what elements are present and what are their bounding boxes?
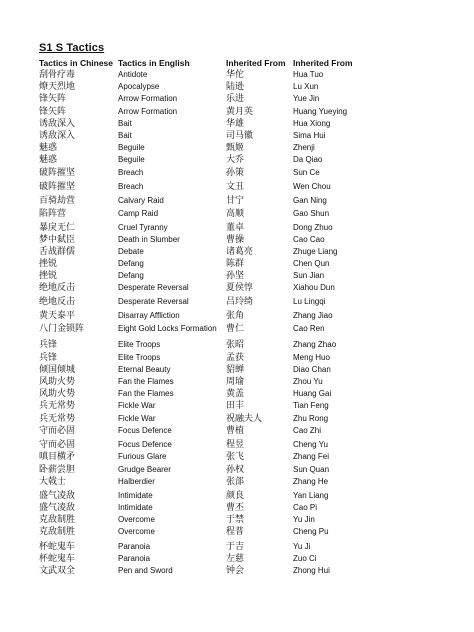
table-row (0, 541, 474, 553)
inherited-from-chinese: 于吉 (226, 541, 245, 552)
tactic-chinese: 风助火势 (39, 389, 76, 400)
tactics-table (0, 69, 474, 577)
tactic-english: Elite Troops (118, 340, 161, 350)
inherited-from-english: Dong Zhuo (293, 222, 333, 232)
inherited-from-english: Cao Cao (293, 234, 325, 244)
table-row (0, 246, 474, 258)
inherited-from-chinese: 张郃 (226, 476, 245, 487)
table-row (0, 310, 474, 324)
tactic-english: Intimidate (118, 503, 153, 512)
table-row (0, 142, 474, 154)
inherited-from-english: Sun Quan (293, 464, 330, 474)
inherited-from-chinese: 乐进 (226, 94, 245, 105)
inherited-from-english: Huang Gai (293, 389, 332, 399)
inherited-from-chinese: 祝融夫人 (226, 413, 263, 424)
table-row (0, 451, 474, 463)
tactic-chinese: 杯蛇鬼车 (39, 541, 76, 552)
tactic-chinese: 破阵摧坚 (39, 182, 76, 192)
inherited-from-english: Cao Pi (293, 503, 318, 512)
table-row (0, 400, 474, 412)
inherited-from-chinese: 程昱 (226, 440, 245, 451)
inherited-from-english: Gao Shun (293, 209, 330, 218)
inherited-from-english: Zhu Rong (293, 413, 329, 423)
inherited-from-english: Da Qiao (293, 155, 323, 165)
inherited-from-english: Cao Ren (293, 324, 325, 334)
tactic-english: Cruel Tyranny (118, 222, 168, 232)
inherited-from-chinese: 曹仁 (226, 324, 245, 335)
tactic-english: Defang (118, 271, 144, 281)
tactic-english: Pen and Sword (118, 566, 173, 576)
inherited-from-chinese: 司马徽 (226, 130, 254, 141)
table-row (0, 476, 474, 490)
inherited-from-chinese: 张飞 (226, 452, 245, 463)
inherited-from-english: Zhong Hui (293, 566, 330, 576)
tactic-chinese: 陷阵营 (39, 209, 67, 219)
table-row (0, 181, 474, 195)
inherited-from-english: Zhang Jiao (293, 310, 333, 320)
tactic-chinese: 破阵摧坚 (39, 167, 76, 178)
tactic-chinese: 兵无常势 (39, 413, 76, 424)
tactic-chinese: 暴戾无仁 (39, 222, 76, 233)
tactic-chinese: 刮骨疗毒 (39, 70, 76, 80)
tactic-chinese: 文武双全 (39, 566, 76, 577)
inherited-from-chinese: 甘宁 (226, 195, 245, 206)
table-row (0, 118, 474, 130)
inherited-from-chinese: 华雄 (226, 118, 245, 129)
inherited-from-english: Zhuge Liang (293, 246, 338, 256)
inherited-from-chinese: 吕玲绮 (226, 296, 254, 307)
inherited-from-chinese: 张昭 (226, 340, 245, 351)
inherited-from-chinese: 貂蝉 (226, 364, 245, 375)
tactic-english: Fan the Flames (118, 377, 174, 386)
table-row (0, 93, 474, 105)
tactic-english: Death in Slumber (118, 234, 180, 244)
inherited-from-english: Yu Ji (293, 541, 311, 551)
tactic-chinese: 舌战群儒 (39, 246, 76, 257)
tactic-english: Elite Troops (118, 352, 161, 362)
tactic-chinese: 诱敌深入 (39, 118, 76, 129)
table-row (0, 526, 474, 541)
table-row (0, 413, 474, 425)
table-row (0, 234, 474, 246)
tactic-english: Camp Raid (118, 209, 159, 218)
table-row (0, 352, 474, 364)
inherited-from-chinese: 张角 (226, 310, 245, 321)
table-row (0, 425, 474, 440)
tactic-chinese: 兵锋 (39, 340, 58, 351)
tactic-english: Overcome (118, 515, 155, 525)
tactic-chinese: 锋矢阵 (39, 106, 67, 117)
inherited-from-english: Sun Ce (293, 167, 320, 177)
inherited-from-english: Lu Xun (293, 82, 319, 92)
tactic-english: Bait (118, 118, 132, 128)
inherited-from-english: Chen Qun (293, 259, 330, 269)
inherited-from-chinese: 高顺 (226, 209, 245, 219)
inherited-from-chinese: 于禁 (226, 515, 245, 526)
tactic-english: Desperate Reversal (118, 296, 189, 306)
table-row (0, 565, 474, 577)
tactic-english: Focus Defence (118, 440, 172, 450)
table-row (0, 553, 474, 565)
tactic-english: Overcome (118, 527, 155, 537)
inherited-from-english: Hua Tuo (293, 70, 324, 79)
tactic-chinese: 克敌制胜 (39, 527, 76, 538)
inherited-from-chinese: 文丑 (226, 182, 245, 192)
inherited-from-english: Zuo Ci (293, 554, 317, 564)
tactic-chinese: 守而必固 (39, 425, 76, 436)
page-title: S1 S Tactics (39, 42, 105, 54)
tactic-chinese: 魅惑 (39, 143, 58, 154)
tactic-chinese: 盛气凌敌 (39, 490, 76, 501)
tactic-chinese: 锋矢阵 (39, 94, 67, 105)
table-row (0, 464, 474, 476)
header-tactics-english: Tactics in English (118, 58, 190, 68)
table-row (0, 439, 474, 451)
tactic-chinese: 诱敌深入 (39, 130, 76, 141)
inherited-from-english: Hua Xiong (293, 118, 331, 128)
table-row (0, 167, 474, 182)
tactic-chinese: 黄天泰平 (39, 310, 76, 321)
inherited-from-chinese: 诸葛亮 (226, 246, 254, 257)
inherited-from-english: Sun Jian (293, 271, 325, 281)
table-row (0, 388, 474, 400)
tactic-chinese: 兵锋 (39, 352, 58, 363)
inherited-from-chinese: 左慈 (226, 554, 245, 565)
tactic-english: Paranoia (118, 554, 151, 564)
table-row (0, 490, 474, 502)
tactic-english: Furious Glare (118, 452, 167, 462)
inherited-from-english: Yan Liang (293, 490, 329, 500)
inherited-from-chinese: 孙策 (226, 167, 245, 178)
table-row (0, 296, 474, 310)
table-row (0, 195, 474, 209)
tactic-english: Calvary Raid (118, 195, 164, 205)
tactic-english: Fickle War (118, 401, 156, 411)
tactic-chinese: 守而必固 (39, 440, 76, 451)
inherited-from-english: Zhou Yu (293, 377, 323, 386)
table-row (0, 258, 474, 270)
tactic-chinese: 嗔目横矛 (39, 452, 76, 463)
table-row (0, 130, 474, 142)
tactic-english: Focus Defence (118, 425, 172, 435)
inherited-from-chinese: 曹丕 (226, 503, 245, 513)
tactic-chinese: 克敌制胜 (39, 515, 76, 526)
table-row (0, 502, 474, 514)
table-row (0, 222, 474, 234)
inherited-from-english: Zhenji (293, 143, 315, 153)
tactic-chinese: 挫锐 (39, 259, 58, 270)
inherited-from-chinese: 大乔 (226, 155, 245, 166)
table-row (0, 69, 474, 81)
tactic-chinese: 杯蛇鬼车 (39, 554, 76, 565)
inherited-from-english: Tian Feng (293, 401, 329, 411)
inherited-from-english: Yue Jin (293, 94, 320, 104)
tactic-chinese: 兵无常势 (39, 401, 76, 412)
tactic-english: Arrow Formation (118, 94, 178, 104)
inherited-from-english: Xiahou Dun (293, 283, 335, 293)
inherited-from-chinese: 田丰 (226, 401, 245, 412)
tactic-english: Antidote (118, 70, 148, 79)
tactic-english: Bait (118, 130, 132, 140)
inherited-from-english: Cheng Yu (293, 440, 328, 450)
inherited-from-english: Cao Zhi (293, 425, 322, 435)
tactic-english: Grudge Bearer (118, 464, 171, 474)
inherited-from-chinese: 曹植 (226, 425, 245, 436)
table-row (0, 514, 474, 526)
tactic-chinese: 绝地反击 (39, 296, 76, 307)
table-row (0, 270, 474, 282)
tactic-chinese: 卧薪尝胆 (39, 464, 76, 475)
tactic-english: Defang (118, 259, 144, 269)
tactic-english: Fickle War (118, 413, 156, 423)
tactic-english: Eternal Beauty (118, 364, 171, 374)
inherited-from-chinese: 周瑜 (226, 377, 245, 387)
inherited-from-english: Gan Ning (293, 195, 327, 205)
header-inherited-from-english: Inherited From (293, 58, 353, 68)
inherited-from-english: Cheng Pu (293, 527, 329, 537)
table-row (0, 208, 474, 222)
table-row (0, 154, 474, 166)
inherited-from-chinese: 孙权 (226, 464, 245, 475)
table-row (0, 106, 474, 118)
inherited-from-english: Sima Hui (293, 130, 326, 140)
table-row (0, 282, 474, 296)
tactic-english: Breach (118, 167, 144, 177)
tactic-chinese: 风助火势 (39, 377, 76, 387)
inherited-from-english: Lu Lingqi (293, 296, 326, 306)
tactic-chinese: 魅惑 (39, 155, 58, 166)
inherited-from-chinese: 黄盖 (226, 389, 245, 400)
tactic-chinese: 挫锐 (39, 271, 58, 282)
table-row (0, 323, 474, 339)
tactic-chinese: 盛气凌敌 (39, 503, 76, 513)
inherited-from-english: Meng Huo (293, 352, 330, 362)
tactic-english: Intimidate (118, 490, 153, 500)
tactic-english: Paranoia (118, 541, 151, 551)
inherited-from-chinese: 黄月英 (226, 106, 254, 117)
inherited-from-chinese: 甄姬 (226, 143, 245, 154)
tactic-chinese: 倾国倾城 (39, 364, 76, 375)
tactic-english: Disarray Affliction (118, 310, 180, 320)
tactic-english: Desperate Reversal (118, 283, 189, 293)
tactic-chinese: 绝地反击 (39, 283, 76, 294)
tactic-chinese: 八门金锁阵 (39, 324, 85, 335)
inherited-from-chinese: 夏侯惇 (226, 283, 254, 294)
table-row (0, 81, 474, 93)
inherited-from-chinese: 陆逊 (226, 82, 245, 93)
header-tactics-chinese: Tactics in Chinese (39, 58, 114, 68)
inherited-from-chinese: 钟会 (226, 566, 245, 577)
inherited-from-chinese: 华佗 (226, 70, 245, 80)
inherited-from-chinese: 孙坚 (226, 271, 245, 282)
inherited-from-english: Huang Yueying (293, 106, 348, 116)
tactic-chinese: 梦中弑臣 (39, 234, 76, 245)
tactic-english: Eight Gold Locks Formation (118, 324, 217, 334)
tactic-english: Apocalypse (118, 82, 160, 92)
inherited-from-chinese: 程普 (226, 527, 245, 538)
inherited-from-english: Zhang Zhao (293, 340, 337, 350)
table-row (0, 364, 474, 376)
inherited-from-english: Diao Chan (293, 364, 331, 374)
tactic-english: Fan the Flames (118, 389, 174, 399)
tactic-english: Beguile (118, 143, 145, 153)
inherited-from-chinese: 孟获 (226, 352, 245, 363)
inherited-from-english: Yu Jin (293, 515, 315, 525)
tactic-chinese: 燎天烈地 (39, 82, 76, 93)
header-inherited-from-chinese: Inherited From (226, 58, 286, 68)
inherited-from-chinese: 董卓 (226, 222, 245, 233)
inherited-from-english: Wen Chou (293, 182, 331, 191)
tactic-english: Breach (118, 182, 144, 191)
inherited-from-chinese: 曹操 (226, 234, 245, 245)
inherited-from-chinese: 颜良 (226, 490, 245, 501)
tactic-english: Arrow Formation (118, 106, 178, 116)
tactic-chinese: 大戟士 (39, 476, 67, 487)
inherited-from-chinese: 陈群 (226, 259, 245, 270)
inherited-from-english: Zhang Fei (293, 452, 330, 462)
table-row (0, 339, 474, 351)
inherited-from-english: Zhang He (293, 476, 329, 486)
tactic-english: Halberdier (118, 476, 155, 486)
tactic-english: Debate (118, 246, 144, 256)
table-row (0, 376, 474, 388)
tactic-english: Beguile (118, 155, 145, 165)
tactic-chinese: 百骑劫营 (39, 195, 76, 206)
